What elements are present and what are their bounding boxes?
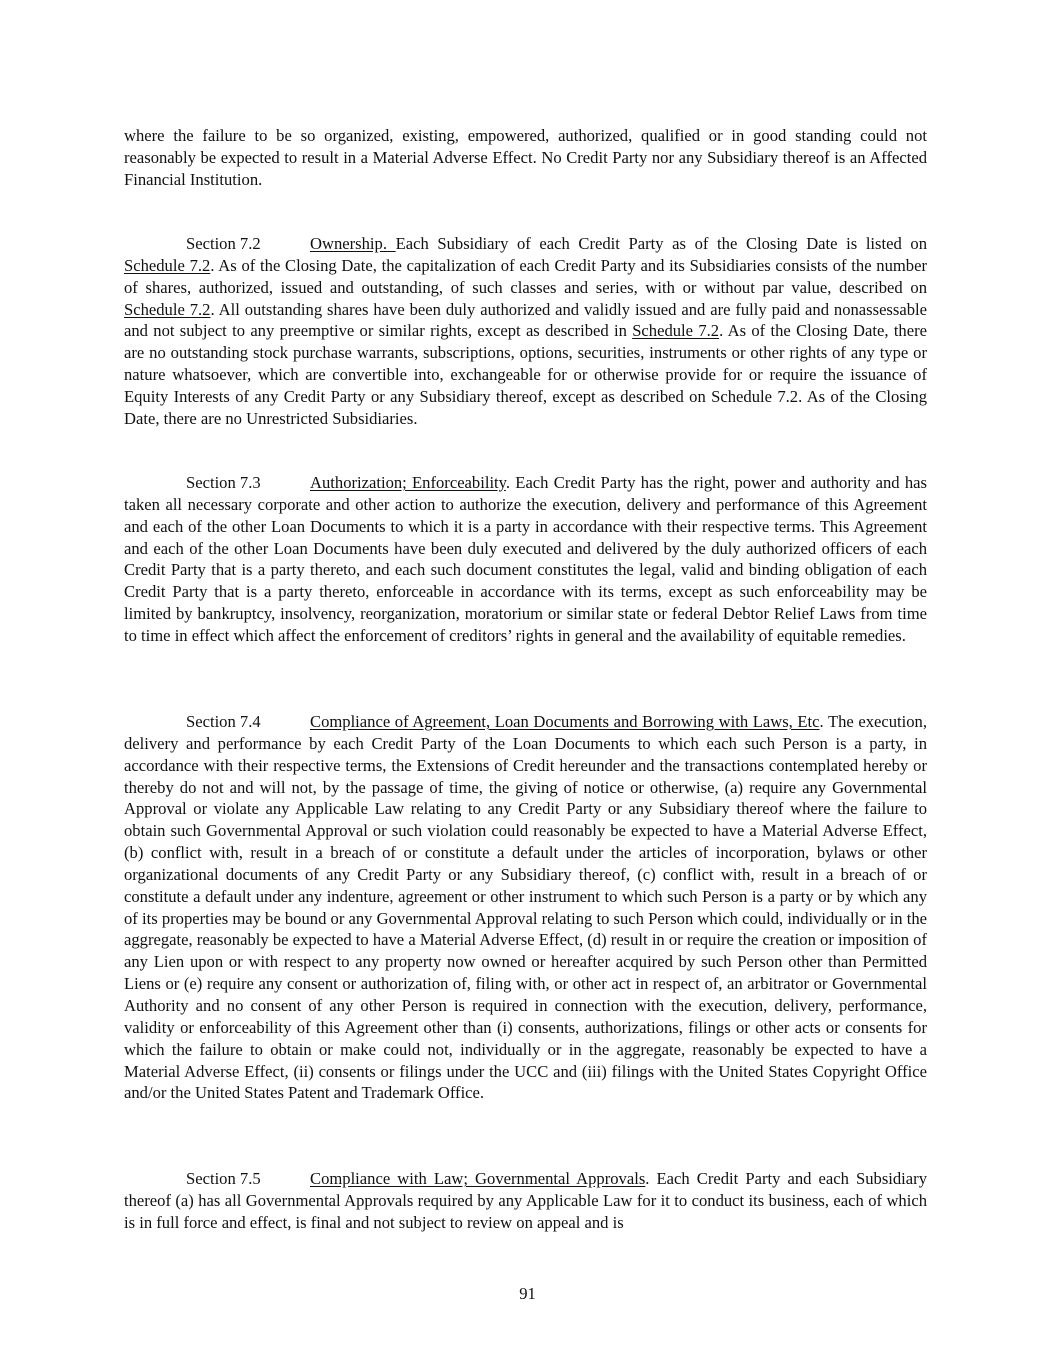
- schedule-reference: Schedule 7.2: [124, 299, 211, 319]
- section-number: Section 7.2: [186, 234, 261, 253]
- section-body: [124, 712, 927, 1102]
- section-number: Section 7.3: [186, 473, 261, 492]
- section-heading: Authorization; Enforceability: [310, 473, 506, 492]
- schedule-reference: Schedule 7.2: [632, 321, 720, 341]
- section-body: [124, 473, 927, 645]
- body-text: . The execution, delivery and performance by each Credit Party of the Loan Documents to which each such Person is a party, in accordance with their respective terms, the Extensions of Credit hereunder and the transactions contemplated hereby or thereby do not and will not, by the passage of time, the giving of notice or otherwise, (a) require any Governmental Approval or violate any Applicable Law relating to any Credit Party or any Subsidiary thereof where the failure to obtain such Governmental Approval or such violation could reasonably be expected to have a Material Adverse Effect, (b) conflict with, result in a breach of or constitute a default under the articles of incorporation, bylaws or other organizational documents of any Credit Party or any Subsidiary thereof, (c) conflict with, result in a breach of or constitute a default under any indenture, agreement or other instrument to which such Person is a party or by which any of its properties may be bound or any Governmental Approval relating to such Person which could, individually or in the aggregate, reasonably be expected to have a Material Adverse Effect, (d) result in or require the creation or imposition of any Lien upon or with respect to any property now owned or hereafter acquired by such Person other than Permitted Liens or (e) require any consent or authorization of, filing with, or other act in respect of, an arbitrator or Governmental Authority and no consent of any other Person is required in connection with the execution, delivery, performance, validity or enforceability of this Agreement other than (i) consents, authorizations, filings or other acts or consents for which the failure to obtain or make could not, individually or in the aggregate, reasonably be expected to have a Material Adverse Effect, (ii) consents or filings under the UCC and (iii) filings with the United States Copyright Office and/or the United States Patent and Trademark Office.: [124, 712, 927, 1103]
- section-number: Section 7.4: [186, 712, 261, 731]
- body-text: . Each Credit Party has the right, power and authority and has taken all necessary corporate and other action to authorize the execution, delivery and performance of this Agreement and each of the other Loan Documents to which it is a party in accordance with their respective terms. This Agreement and each of the other Loan Documents have been duly executed and delivered by the duly authorized officers of each Credit Party that is a party thereto, and each such document constitutes the legal, valid and binding obligation of each Credit Party that is a party thereto, enforceable in accordance with its terms, except as such enforceability may be limited by bankruptcy, insolvency, reorganization, moratorium or similar state or federal Debtor Relief Laws from time to time in effect which affect the enforcement of creditors’ rights in general and the availability of equitable remedies.: [124, 473, 927, 645]
- section-heading: Ownership.: [310, 234, 396, 253]
- section-7-2-paragraph: [124, 233, 927, 430]
- section-heading: Compliance with Law; Governmental Approvals: [310, 1169, 646, 1188]
- section-heading: Compliance of Agreement, Loan Documents and Borrowing with Laws, Etc: [310, 712, 820, 731]
- section-body: [124, 234, 927, 428]
- body-text: Each Subsidiary of each Credit Party as of the Closing Date is listed on: [395, 234, 927, 253]
- schedule-reference: Schedule 7.2: [124, 255, 211, 275]
- section-7-5-paragraph: [124, 1168, 927, 1234]
- body-text: . As of the Closing Date, the capitalization of each Credit Party and its Subsidiaries consists of the number of shares, authorized, issued and outstanding, of such classes and series, with or without par value, described on: [124, 255, 927, 297]
- section-7-4-paragraph: [124, 711, 927, 1104]
- body-text: . Each Credit Party and each Subsidiary thereof (a) has all Governmental Approvals required by any Applicable Law for it to conduct its business, each of which is in full force and effect, is final and not subject to review on appeal and is: [124, 1169, 927, 1232]
- page-number: 91: [519, 1284, 536, 1303]
- body-text: . All outstanding shares have been duly authorized and validly issued and are fully paid and nonassessable and not subject to any preemptive or similar rights, except as described in: [124, 299, 927, 341]
- section-7-3-paragraph: [124, 472, 927, 647]
- body-text: . As of the Closing Date, there are no outstanding stock purchase warrants, subscriptions, options, securities, instruments or other rights of any type or nature whatsoever, which are convertible into, exchangeable for or otherwise provide for or require the issuance of Equity Interests of any Credit Party or any Subsidiary thereof, except as described on Schedule 7.2. As of the Closing Date, there are no Unrestricted Subsidiaries.: [124, 321, 927, 428]
- intro-paragraph: where the failure to be so organized, existing, empowered, authorized, qualified or in good standing could not reasonably be expected to result in a Material Adverse Effect. No Credit Party nor any Subsidiary thereof is an Affected Financial Institution.: [124, 126, 927, 189]
- section-number: Section 7.5: [186, 1169, 261, 1188]
